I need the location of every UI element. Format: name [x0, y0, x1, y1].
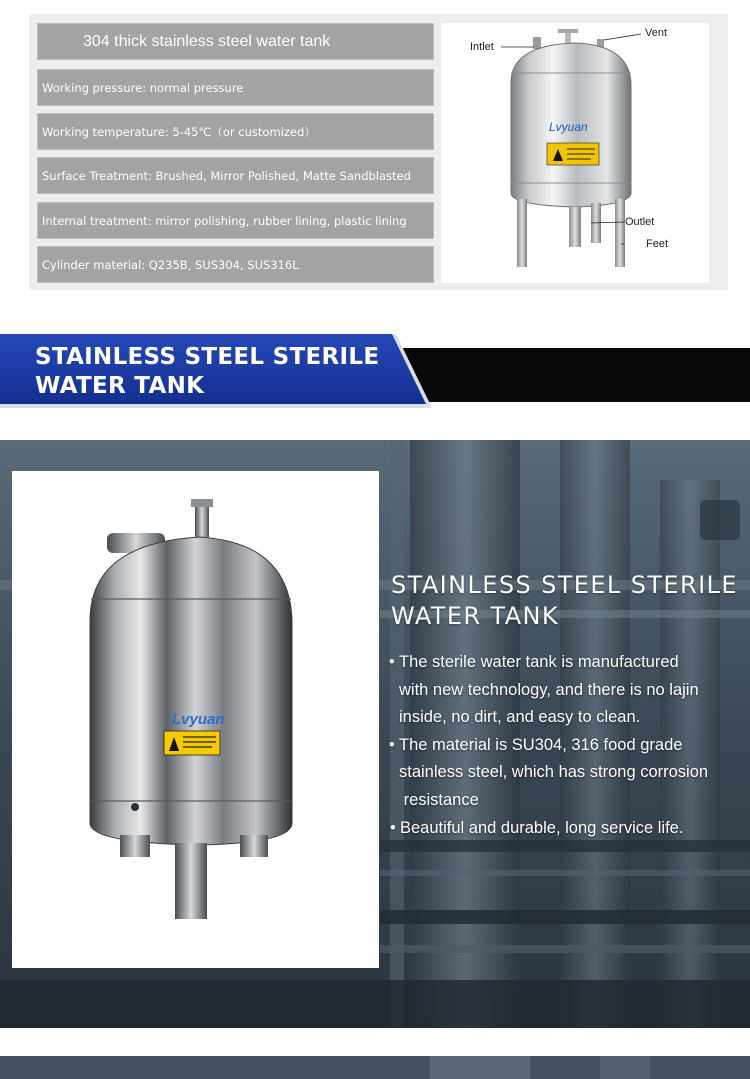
tank-diagram-svg — [441, 23, 709, 283]
spec-row-material: Cylinder material: Q235B, SUS304, SUS316L — [37, 246, 434, 283]
callout-inlet: Intlet — [470, 41, 494, 53]
bullet-line: The sterile water tank is manufactured — [399, 653, 679, 671]
refinery-backdrop-strip — [0, 1056, 750, 1079]
bullet-dot: • — [389, 735, 395, 754]
brand-logo-small: Lvyuan — [549, 120, 588, 134]
callout-feet: Feet — [646, 238, 669, 250]
callout-vent: Vent — [645, 27, 668, 39]
feature-bullet-material — [389, 732, 750, 815]
spec-row-surface: Surface Treatment: Brushed, Mirror Polished, Matte Sandblasted — [37, 157, 434, 194]
spec-panel — [29, 14, 728, 290]
bullet-line: with new technology, and there is no lajin — [399, 680, 699, 699]
industrial-background-next — [0, 1056, 750, 1079]
bullet-line: Beautiful and durable, long service life. — [400, 818, 684, 837]
bullet-line: inside, no dirt, and easy to clean. — [399, 708, 641, 727]
tank-diagram-image — [441, 23, 709, 283]
spec-row-temperature: Working temperature: 5-45℃（or customized） — [37, 113, 434, 150]
bullet-dot: • — [390, 818, 396, 837]
feature-bullet-cleanliness — [389, 649, 750, 732]
brand-logo-large: Lvyuan — [172, 711, 225, 728]
feature-panel-title-line1: STAINLESS STEEL STERILE — [391, 571, 738, 599]
section-header-title — [35, 343, 395, 401]
tank-photo-svg — [12, 471, 379, 968]
tank-product-photo — [12, 471, 379, 968]
section-header-line2: WATER TANK — [35, 373, 205, 399]
bullet-dot: • — [389, 653, 395, 671]
feature-bullet-durability — [389, 815, 750, 843]
spec-row-pressure: Working pressure: normal pressure — [37, 69, 434, 106]
feature-panel-title — [391, 570, 746, 632]
spec-title: 304 thick stainless steel water tank — [37, 23, 434, 60]
bullet-line: The material is SU304, 316 food grade — [399, 735, 683, 754]
bullet-line: resistance — [399, 790, 479, 809]
bullet-line: stainless steel, which has strong corrosion — [399, 763, 709, 782]
section-header-black-band — [380, 348, 750, 402]
feature-panel-title-line2: WATER TANK — [391, 602, 560, 630]
callout-outlet: Outlet — [625, 216, 655, 228]
section-header-line1: STAINLESS STEEL STERILE — [35, 344, 380, 370]
spec-row-internal: Internal treatment: mirror polishing, rubber lining, plastic lining — [37, 202, 434, 239]
feature-bullet-list — [389, 649, 750, 842]
